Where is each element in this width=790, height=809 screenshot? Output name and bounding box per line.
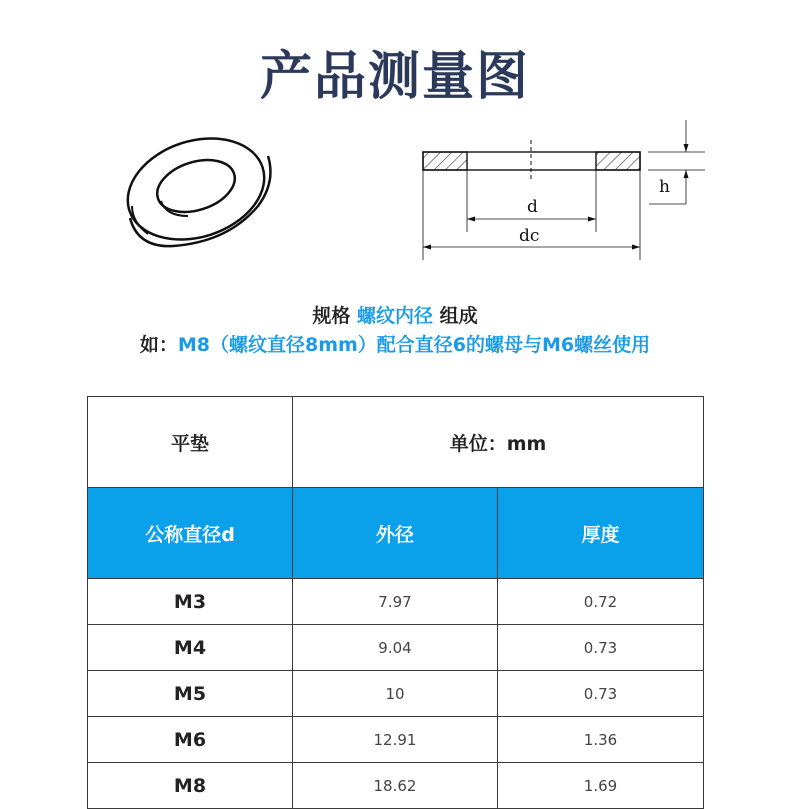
spec-line-2 <box>0 330 790 357</box>
outer-diameter-cell: 12.91 <box>293 717 498 763</box>
table-row <box>88 625 704 671</box>
right-hatched-section <box>596 152 640 170</box>
outer-diameter-cell: 18.62 <box>293 763 498 809</box>
outer-diameter-cell: 9.04 <box>293 625 498 671</box>
thickness-cell: 0.73 <box>498 671 704 717</box>
dimension-d-label: d <box>527 197 538 217</box>
spec-highlight: 螺纹内径 <box>356 305 433 327</box>
cross-section-diagram <box>405 108 715 273</box>
thickness-cell: 0.72 <box>498 579 704 625</box>
example-prefix: 如： <box>139 334 178 356</box>
size-cell: M5 <box>88 671 293 717</box>
table-row <box>88 579 704 625</box>
column-header-row <box>88 488 704 579</box>
dimension-h-label: h <box>659 177 670 197</box>
page-title: 产品测量图 <box>259 47 530 107</box>
product-name-cell: 平垫 <box>88 397 293 488</box>
size-cell: M4 <box>88 625 293 671</box>
thickness-cell: 0.73 <box>498 625 704 671</box>
left-hatched-section <box>423 152 467 170</box>
size-cell: M3 <box>88 579 293 625</box>
table-header-row <box>88 397 704 488</box>
unit-cell: 单位：mm <box>293 397 704 488</box>
table-row <box>88 717 704 763</box>
outer-diameter-cell: 7.97 <box>293 579 498 625</box>
table-row <box>88 671 704 717</box>
spec-line-1 <box>0 301 790 328</box>
dimension-dc-label: dc <box>519 226 540 246</box>
washer-illustration <box>118 126 278 256</box>
example-text: M8（螺纹直径8mm）配合直径6的螺母与M6螺丝使用 <box>177 334 651 356</box>
spec-suffix: 组成 <box>439 305 478 327</box>
size-cell: M6 <box>88 717 293 763</box>
thickness-cell: 1.69 <box>498 763 704 809</box>
column-header-thickness: 厚度 <box>498 488 704 579</box>
thickness-cell: 1.36 <box>498 717 704 763</box>
outer-diameter-cell: 10 <box>293 671 498 717</box>
column-header-outer-diameter: 外径 <box>293 488 498 579</box>
column-header-nominal-diameter: 公称直径d <box>88 488 293 579</box>
spec-table <box>87 396 704 809</box>
table-row <box>88 763 704 809</box>
spec-prefix: 规格 <box>312 305 351 327</box>
size-cell: M8 <box>88 763 293 809</box>
